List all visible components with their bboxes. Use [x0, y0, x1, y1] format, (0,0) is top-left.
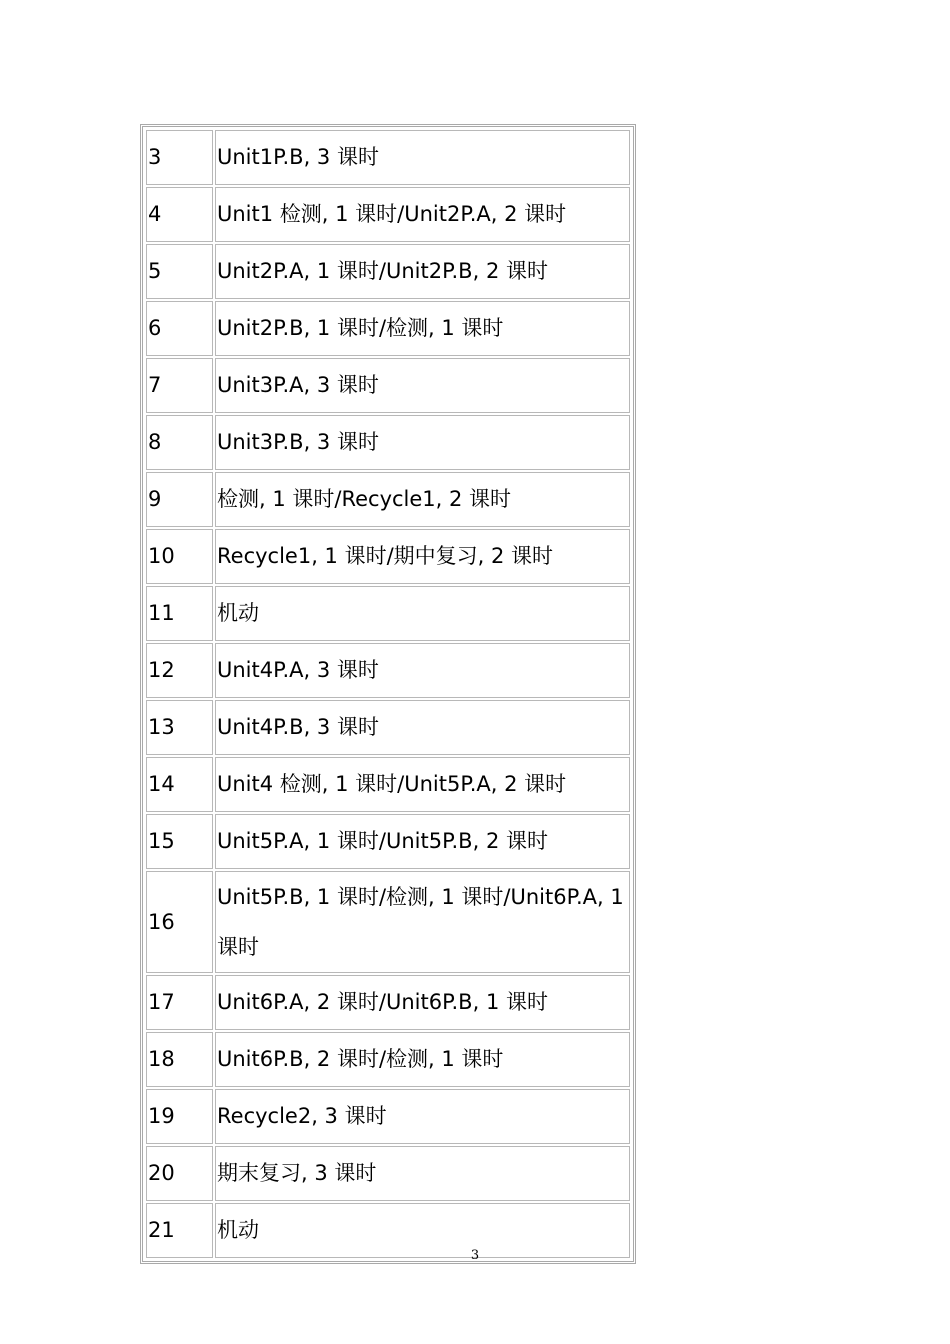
plan-cell: Recycle1, 1 课时/期中复习, 2 课时 — [215, 529, 630, 584]
table-row — [146, 472, 630, 527]
plan-cell: 机动 — [215, 586, 630, 641]
week-cell: 20 — [146, 1146, 213, 1201]
plan-cell: Unit6P.A, 2 课时/Unit6P.B, 1 课时 — [215, 975, 630, 1030]
week-cell: 16 — [146, 871, 213, 973]
table-row — [146, 358, 630, 413]
table-row — [146, 814, 630, 869]
week-cell: 4 — [146, 187, 213, 242]
plan-cell: 期末复习, 3 课时 — [215, 1146, 630, 1201]
plan-cell: Recycle2, 3 课时 — [215, 1089, 630, 1144]
plan-cell: Unit5P.B, 1 课时/检测, 1 课时/Unit6P.A, 1 课时 — [215, 871, 630, 973]
table-row — [146, 1089, 630, 1144]
table-row — [146, 975, 630, 1030]
plan-cell: Unit5P.A, 1 课时/Unit5P.B, 2 课时 — [215, 814, 630, 869]
plan-cell: 机动 — [215, 1203, 630, 1258]
table-row — [146, 244, 630, 299]
plan-cell: Unit2P.B, 1 课时/检测, 1 课时 — [215, 301, 630, 356]
table-row — [146, 643, 630, 698]
week-cell: 6 — [146, 301, 213, 356]
plan-cell: Unit2P.A, 1 课时/Unit2P.B, 2 课时 — [215, 244, 630, 299]
week-cell: 12 — [146, 643, 213, 698]
week-cell: 11 — [146, 586, 213, 641]
week-cell: 3 — [146, 130, 213, 185]
table-row — [146, 871, 630, 973]
table-row — [146, 130, 630, 185]
week-cell: 14 — [146, 757, 213, 812]
week-cell: 8 — [146, 415, 213, 470]
week-cell: 13 — [146, 700, 213, 755]
schedule-table — [140, 124, 636, 1264]
week-cell: 10 — [146, 529, 213, 584]
plan-cell: 检测, 1 课时/Recycle1, 2 课时 — [215, 472, 630, 527]
plan-cell: Unit4 检测, 1 课时/Unit5P.A, 2 课时 — [215, 757, 630, 812]
plan-cell: Unit4P.A, 3 课时 — [215, 643, 630, 698]
week-cell: 17 — [146, 975, 213, 1030]
week-cell: 5 — [146, 244, 213, 299]
plan-cell: Unit3P.B, 3 课时 — [215, 415, 630, 470]
week-cell: 18 — [146, 1032, 213, 1087]
week-cell: 7 — [146, 358, 213, 413]
table-row — [146, 187, 630, 242]
schedule-grid — [144, 128, 632, 1260]
plan-cell: Unit1 检测, 1 课时/Unit2P.A, 2 课时 — [215, 187, 630, 242]
week-cell: 19 — [146, 1089, 213, 1144]
table-row — [146, 700, 630, 755]
plan-cell: Unit6P.B, 2 课时/检测, 1 课时 — [215, 1032, 630, 1087]
week-cell: 15 — [146, 814, 213, 869]
plan-cell: Unit3P.A, 3 课时 — [215, 358, 630, 413]
week-cell: 21 — [146, 1203, 213, 1258]
page-number: 3 — [470, 1248, 480, 1263]
table-row — [146, 1146, 630, 1201]
week-cell: 9 — [146, 472, 213, 527]
table-row — [146, 586, 630, 641]
table-row — [146, 301, 630, 356]
table-row — [146, 529, 630, 584]
plan-cell: Unit1P.B, 3 课时 — [215, 130, 630, 185]
table-row — [146, 415, 630, 470]
plan-cell: Unit4P.B, 3 课时 — [215, 700, 630, 755]
table-row — [146, 1032, 630, 1087]
table-row — [146, 757, 630, 812]
